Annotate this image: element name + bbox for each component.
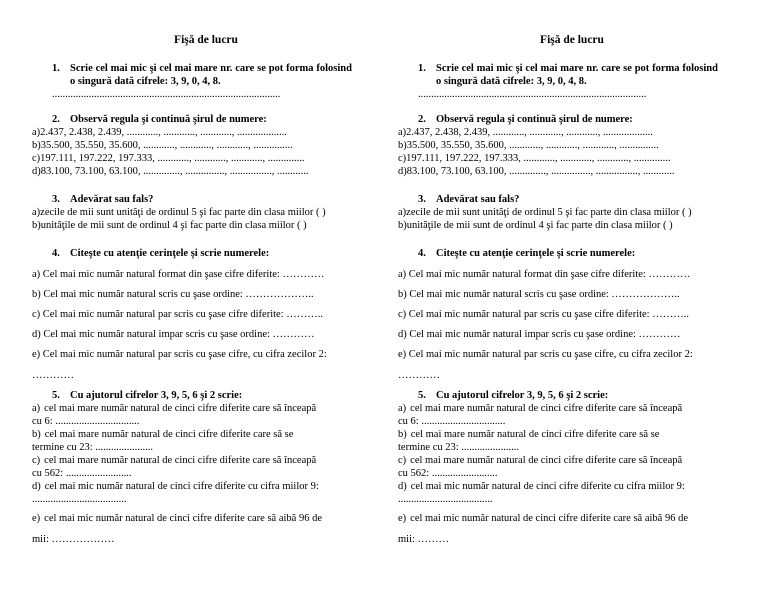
- answer-line: .......................................................................................: [52, 89, 281, 100]
- sequence-row: c)197.111, 197.222, 197.333, ............, ............, ............, ..............: [398, 153, 671, 164]
- requirement-row: d) Cel mai mic număr natural impar scris cu şase ordine: …………: [398, 329, 681, 340]
- question-number: 2.: [52, 114, 60, 125]
- question-3: [398, 193, 746, 232]
- true-false-row: b)unităţile de mii sunt de ordinul 4 şi fac parte din clasa miilor ( ): [398, 220, 673, 231]
- question-text: Citeşte cu atenţie cerinţele şi scrie numerele:: [436, 248, 636, 259]
- question-number: 1.: [418, 63, 426, 74]
- requirement-row: b) Cel mai mic număr natural scris cu şase ordine: ………………..: [32, 289, 314, 300]
- requirement-row: c) Cel mai mic număr natural par scris cu şase cifre diferite: ………..: [398, 309, 689, 320]
- task-row: e) cel mai mic număr natural de cinci cifre diferite care să aibă 96 de: [32, 513, 322, 524]
- worksheet-title: Fişă de lucru: [540, 34, 604, 46]
- requirement-row: e) Cel mai mic număr natural par scris cu şase cifre, cu cifra zecilor 2:: [32, 349, 327, 360]
- question-text: Citeşte cu atenţie cerinţele şi scrie numerele:: [70, 248, 270, 259]
- task-row: e) cel mai mic număr natural de cinci cifre diferite care să aibă 96 de: [398, 513, 688, 524]
- true-false-row: b)unităţile de mii sunt de ordinul 4 şi fac parte din clasa miilor ( ): [32, 220, 307, 231]
- task-continuation: cu 6: ................................: [398, 416, 506, 427]
- question-text: Adevărat sau fals?: [70, 194, 154, 205]
- requirement-continuation: …………: [32, 370, 74, 381]
- question-text: Adevărat sau fals?: [436, 194, 520, 205]
- question-text: Observă regula şi continuă şirul de numere:: [436, 114, 633, 125]
- sequence-row: d)83.100, 73.100, 63.100, .............., ..............., ................, ............: [398, 166, 675, 177]
- requirement-continuation: …………: [398, 370, 440, 381]
- question-number: 2.: [418, 114, 426, 125]
- question-number: 5.: [52, 390, 60, 401]
- question-5: [398, 389, 746, 546]
- task-continuation: cu 6: ................................: [32, 416, 140, 427]
- true-false-row: a)zecile de mii sunt unităţi de ordinul 5 şi fac parte din clasa miilor ( ): [398, 207, 692, 218]
- task-row: a) cel mai mare număr natural de cinci cifre diferite care să înceapă: [32, 403, 317, 414]
- question-1: [32, 62, 380, 101]
- question-3: [32, 193, 380, 232]
- question-5: [32, 389, 380, 546]
- sequence-row: b)35.500, 35.550, 35.600, ............, ............, ............, ...............: [32, 140, 293, 151]
- requirement-row: a) Cel mai mic număr natural format din şase cifre diferite: …………: [32, 269, 325, 280]
- task-row: b) cel mai mare număr natural de cinci cifre diferite care să se: [398, 429, 660, 440]
- requirement-row: e) Cel mai mic număr natural par scris cu şase cifre, cu cifra zecilor 2:: [398, 349, 693, 360]
- task-row: a) cel mai mare număr natural de cinci cifre diferite care să înceapă: [398, 403, 683, 414]
- task-row: d) cel mai mic număr natural de cinci cifre diferite cu cifra miilor 9:: [398, 481, 685, 492]
- task-continuation: ....................................: [32, 494, 127, 505]
- task-continuation: cu 562: .........................: [398, 468, 498, 479]
- sequence-row: d)83.100, 73.100, 63.100, .............., ..............., ................, ............: [32, 166, 309, 177]
- question-2: [398, 113, 746, 178]
- sequence-row: a)2.437, 2.438, 2.439, ............, ............, ............, ...................: [398, 127, 653, 138]
- question-text: Scrie cel mai mic şi cel mai mare nr. care se pot forma folosind o singură dată cifrele: 3, 9, 0, 4, 8.: [436, 63, 718, 87]
- task-continuation: mii: ………: [398, 534, 450, 545]
- task-row: b) cel mai mare număr natural de cinci cifre diferite care să se: [32, 429, 294, 440]
- sequence-row: b)35.500, 35.550, 35.600, ............, ............, ............, ...............: [398, 140, 659, 151]
- worksheet-left: [32, 0, 380, 594]
- question-2: [32, 113, 380, 178]
- question-text: Cu ajutorul cifrelor 3, 9, 5, 6 şi 2 scrie:: [70, 390, 243, 401]
- sequence-row: c)197.111, 197.222, 197.333, ............, ............, ............, ..............: [32, 153, 305, 164]
- question-number: 4.: [418, 248, 426, 259]
- worksheet-title: Fişă de lucru: [174, 34, 238, 46]
- question-number: 5.: [418, 390, 426, 401]
- task-continuation: termine cu 23: ......................: [32, 442, 154, 453]
- task-row: c) cel mai mare număr natural de cinci cifre diferite care să înceapă: [398, 455, 683, 466]
- task-continuation: cu 562: .........................: [32, 468, 132, 479]
- answer-line: .......................................................................................: [418, 89, 647, 100]
- question-number: 3.: [418, 194, 426, 205]
- question-1: [398, 62, 746, 101]
- worksheet-right: [398, 0, 746, 594]
- question-number: 1.: [52, 63, 60, 74]
- question-number: 4.: [52, 248, 60, 259]
- requirement-row: b) Cel mai mic număr natural scris cu şase ordine: ………………..: [398, 289, 680, 300]
- task-continuation: mii: ………………: [32, 534, 115, 545]
- task-row: c) cel mai mare număr natural de cinci cifre diferite care să înceapă: [32, 455, 317, 466]
- question-text: Cu ajutorul cifrelor 3, 9, 5, 6 şi 2 scrie:: [436, 390, 609, 401]
- question-4-heading: [398, 247, 746, 260]
- task-continuation: ....................................: [398, 494, 493, 505]
- question-number: 3.: [52, 194, 60, 205]
- question-4-heading: [32, 247, 380, 260]
- requirement-row: d) Cel mai mic număr natural impar scris cu şase ordine: …………: [32, 329, 315, 340]
- requirement-row: c) Cel mai mic număr natural par scris cu şase cifre diferite: ………..: [32, 309, 323, 320]
- requirement-row: a) Cel mai mic număr natural format din şase cifre diferite: …………: [398, 269, 691, 280]
- task-row: d) cel mai mic număr natural de cinci cifre diferite cu cifra miilor 9:: [32, 481, 319, 492]
- sequence-row: a)2.437, 2.438, 2.439, ............, ............, ............, ...................: [32, 127, 287, 138]
- question-text: Scrie cel mai mic şi cel mai mare nr. care se pot forma folosind o singură dată cifrele: 3, 9, 0, 4, 8.: [70, 63, 352, 87]
- question-text: Observă regula şi continuă şirul de numere:: [70, 114, 267, 125]
- true-false-row: a)zecile de mii sunt unităţi de ordinul 5 şi fac parte din clasa miilor ( ): [32, 207, 326, 218]
- task-continuation: termine cu 23: ......................: [398, 442, 520, 453]
